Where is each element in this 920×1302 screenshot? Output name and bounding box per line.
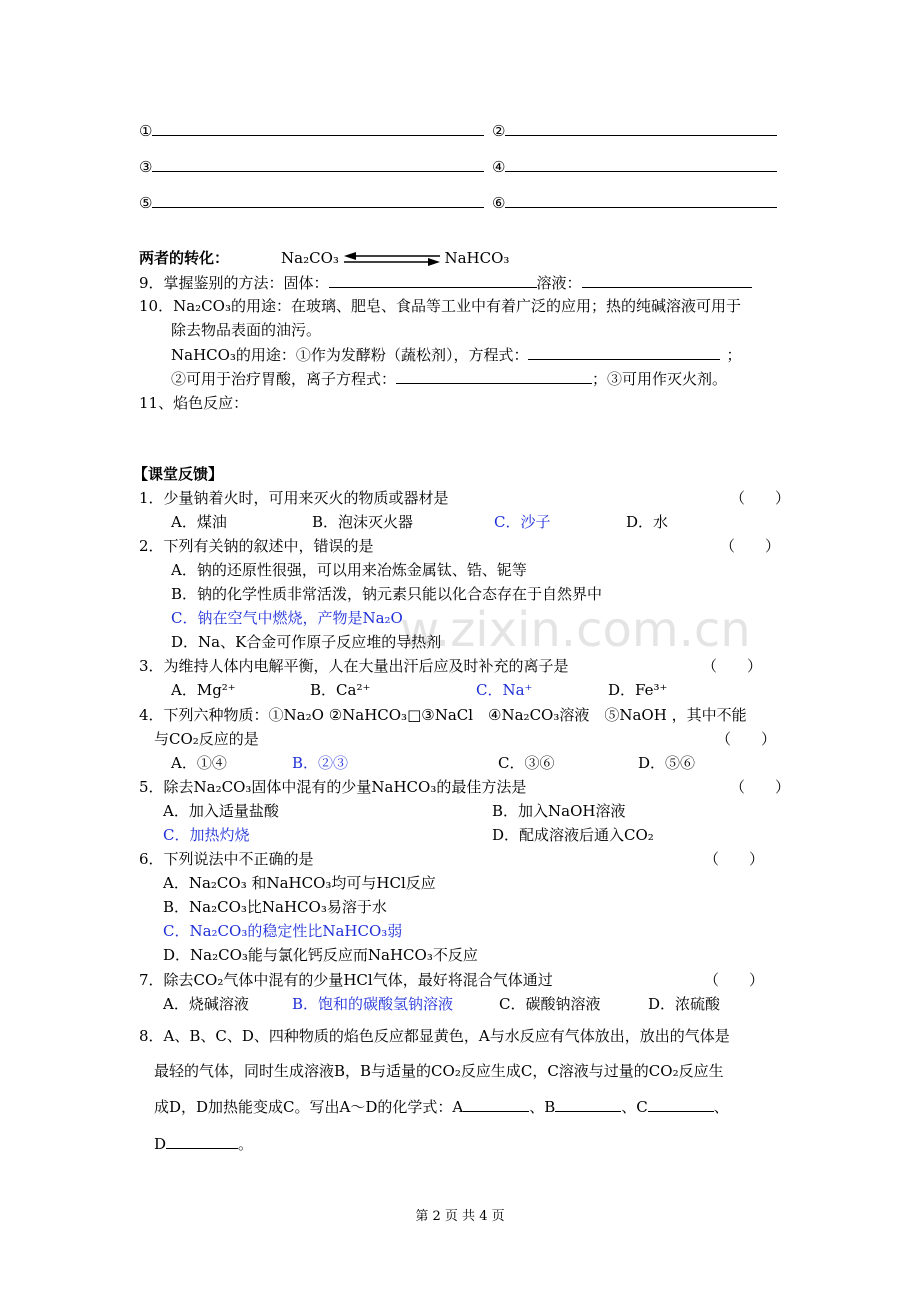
fq4-option-c[interactable]: C．③⑥ [498, 754, 555, 772]
blank-line-5: ⑤ [139, 193, 484, 213]
answer-blank[interactable] [152, 121, 484, 136]
fq6-option-d[interactable]: D．Na₂CO₃能与氯化钙反应而NaHCO₃不反应 [163, 946, 478, 964]
answer-blank-c[interactable] [648, 1097, 714, 1112]
fq7-option-c[interactable]: C．碳酸钠溶液 [499, 995, 601, 1013]
fq4-stem2: 与CO₂反应的是 [154, 730, 259, 748]
conversion-label: 两者的转化： [139, 249, 230, 267]
fq1-option-c[interactable]: C．沙子 [494, 513, 551, 531]
blank-line-1: ① [139, 121, 484, 141]
answer-blank[interactable] [152, 157, 484, 172]
q10-line4: ②可用于治疗胃酸，离子方程式： ；③可用作灭火剂。 [171, 370, 728, 388]
answer-blank[interactable] [329, 273, 537, 288]
q11-line: 11、焰色反应： [139, 394, 249, 412]
blank-line-6: ⑥ [492, 193, 777, 213]
fq4-option-a[interactable]: A．①④ [171, 754, 227, 772]
blank-line-3: ③ [139, 157, 484, 177]
fq3-option-c[interactable]: C．Na⁺ [476, 681, 533, 699]
fq1-option-a[interactable]: A．煤油 [171, 513, 227, 531]
answer-paren[interactable]: （ ） [716, 730, 777, 748]
fq6-option-b[interactable]: B．Na₂CO₃比NaHCO₃易溶于水 [163, 898, 387, 916]
answer-paren[interactable]: （ ） [730, 778, 791, 796]
fq5-option-c[interactable]: C．加热灼烧 [163, 826, 250, 844]
double-arrow-icon [344, 252, 440, 266]
fq8-line3: 成D，D加热能变成C。写出A～D的化学式：A 、B 、C 、 [154, 1098, 729, 1116]
answer-paren[interactable]: （ ） [704, 971, 765, 989]
fq4-option-d[interactable]: D．⑤⑥ [638, 754, 696, 772]
answer-blank-b[interactable] [555, 1097, 621, 1112]
fq2-option-d[interactable]: D．Na、K合金可作原子反应堆的导热剂 [171, 633, 442, 651]
fq8-line4: D 。 [154, 1135, 254, 1153]
feedback-heading: 【课堂反馈】 [133, 465, 224, 483]
answer-blank-a[interactable] [463, 1097, 529, 1112]
answer-paren[interactable]: （ ） [720, 537, 781, 555]
answer-blank[interactable] [528, 345, 720, 360]
fq1-option-b[interactable]: B．泡沫灭火器 [312, 513, 414, 531]
conversion-left: Na₂CO₃ [281, 249, 339, 267]
fq6-stem: 6．下列说法中不正确的是 [139, 850, 314, 868]
answer-blank-d[interactable] [166, 1134, 238, 1149]
q10-line2: 除去物品表面的油污。 [171, 321, 322, 339]
fq4-option-b[interactable]: B．②③ [292, 754, 349, 772]
fq6-option-c[interactable]: C．Na₂CO₃的稳定性比NaHCO₃弱 [163, 922, 403, 940]
conversion-line [139, 248, 509, 268]
fq8-line2: 最轻的气体，同时生成溶液B，B与适量的CO₂反应生成C，C溶液与过量的CO₂反应生 [154, 1062, 724, 1080]
answer-paren[interactable]: （ ） [704, 850, 765, 868]
fq1-option-d[interactable]: D．水 [626, 513, 669, 531]
fq7-stem: 7．除去CO₂气体中混有的少量HCl气体，最好将混合气体通过 [139, 971, 553, 989]
fq7-option-a[interactable]: A．烧碱溶液 [163, 995, 249, 1013]
fq5-stem: 5．除去Na₂CO₃固体中混有的少量NaHCO₃的最佳方法是 [139, 778, 527, 796]
answer-blank[interactable] [505, 121, 777, 136]
fq3-option-b[interactable]: B．Ca²⁺ [310, 681, 371, 699]
fq7-option-b[interactable]: B．饱和的碳酸氢钠溶液 [292, 995, 454, 1013]
fq4-stem1: 4．下列六种物质：①Na₂O ②NaHCO₃□③NaCl ④Na₂CO₃溶液 ⑤NaOH ，其中不能 [139, 706, 747, 724]
answer-paren[interactable]: （ ） [702, 657, 763, 675]
fq7-option-d[interactable]: D．浓硫酸 [648, 995, 721, 1013]
fq8-line1: 8．A、B、C、D、四种物质的焰色反应都显黄色，A与水反应有气体放出，放出的气体是 [139, 1027, 730, 1045]
q10-line3: NaHCO₃的用途：①作为发酵粉（蔬松剂），方程式： ； [171, 346, 742, 364]
fq2-stem: 2．下列有关钠的叙述中，错误的是 [139, 537, 374, 555]
fq3-stem: 3．为维持人体内电解平衡，人在大量出汗后应及时补充的离子是 [139, 657, 569, 675]
q9-line: 9．掌握鉴别的方法：固体： 溶液： [139, 273, 752, 293]
blank-line-4: ④ [492, 157, 777, 177]
conversion-right: NaHCO₃ [444, 249, 510, 267]
fq5-option-a[interactable]: A．加入适量盐酸 [163, 802, 279, 820]
answer-blank[interactable] [505, 157, 777, 172]
answer-blank[interactable] [396, 369, 592, 384]
q10-line1: 10．Na₂CO₃的用途：在玻璃、肥皂、食品等工业中有着广泛的应用；热的纯碱溶液可用于 [139, 297, 741, 315]
page-footer: 第 2 页 共 4 页 [415, 1209, 505, 1224]
answer-blank[interactable] [582, 273, 752, 288]
fq1-stem: 1．少量钠着火时，可用来灭火的物质或器材是 [139, 489, 449, 507]
fq5-option-d[interactable]: D．配成溶液后通入CO₂ [492, 826, 654, 844]
watermark: w.zixin.com.cn [400, 602, 751, 658]
fq5-option-b[interactable]: B．加入NaOH溶液 [492, 802, 626, 820]
fq3-option-a[interactable]: A．Mg²⁺ [171, 681, 236, 699]
fq2-option-c[interactable]: C．钠在空气中燃烧，产物是Na₂O [171, 609, 403, 627]
blank-line-2: ② [492, 121, 777, 141]
answer-paren[interactable]: （ ） [730, 489, 791, 507]
fq2-option-a[interactable]: A．钠的还原性很强，可以用来冶炼金属钛、锆、铌等 [171, 561, 527, 579]
fq3-option-d[interactable]: D．Fe³⁺ [608, 681, 668, 699]
answer-blank[interactable] [152, 193, 484, 208]
fq6-option-a[interactable]: A．Na₂CO₃ 和NaHCO₃均可与HCl反应 [163, 874, 436, 892]
answer-blank[interactable] [505, 193, 777, 208]
fq2-option-b[interactable]: B．钠的化学性质非常活泼，钠元素只能以化合态存在于自然界中 [171, 585, 603, 603]
